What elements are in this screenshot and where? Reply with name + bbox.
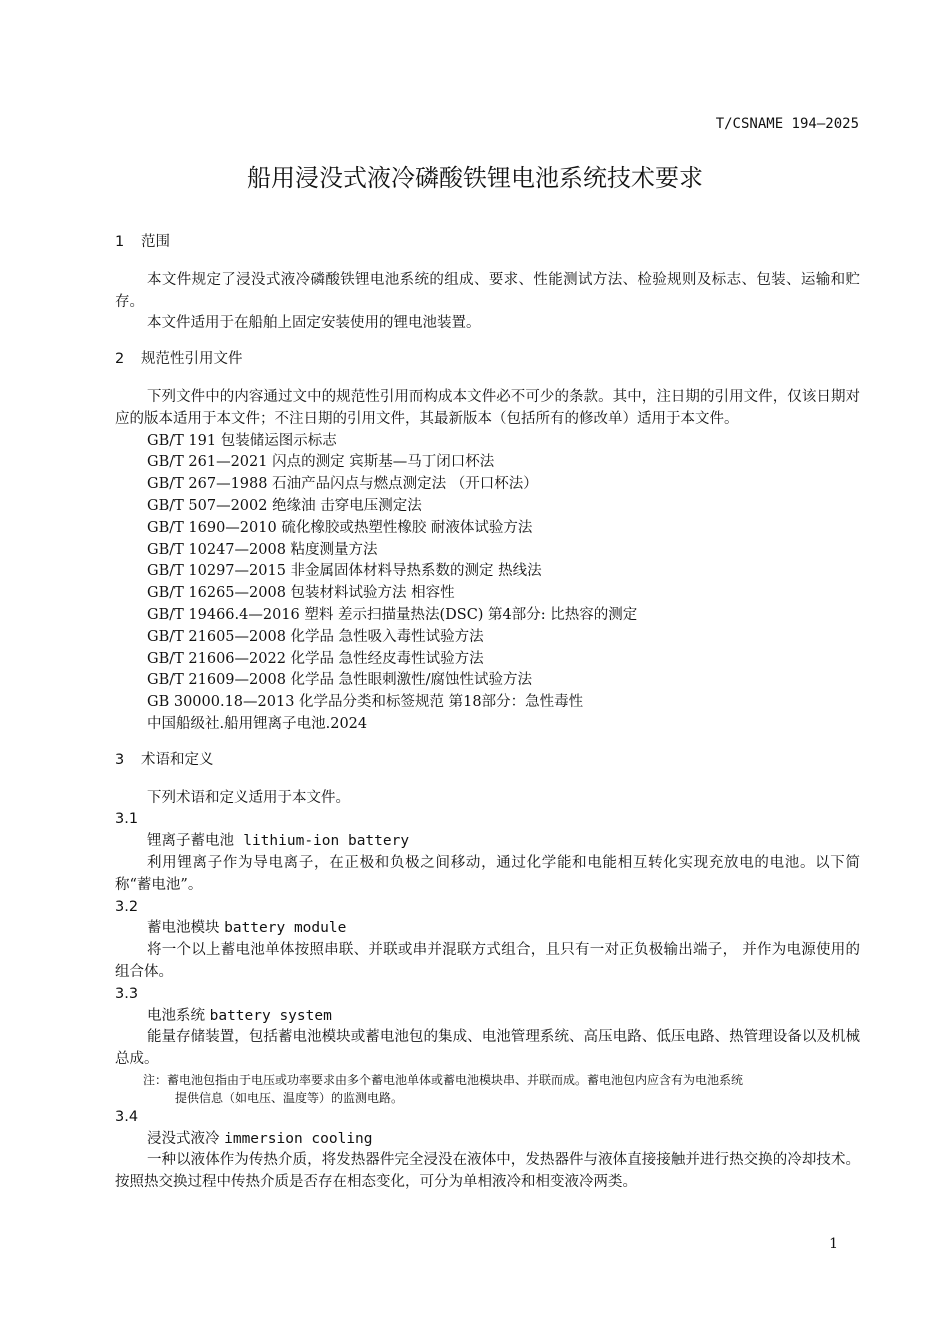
term-en: lithium-ion battery [243, 833, 410, 850]
standard-code: T/CSNAME 194—2025 [715, 116, 859, 132]
paragraph: 下列文件中的内容通过文中的规范性引用而构成本文件必不可少的条款。其中，注日期的引用文件，仅该日期对应的版本适用于本文件；不注日期的引用文件，其最新版本（包括所有的修改单）适用于本文件。 [115, 388, 860, 427]
term-en: battery system [209, 1007, 332, 1024]
reference-item: GB/T 19466.4—2016 塑料 差示扫描量热法(DSC) 第4部分: 比热容的测定 [147, 606, 638, 623]
term-heading [115, 831, 860, 853]
reference-item: 中国船级社.船用锂离子电池.2024 [147, 715, 368, 732]
reference-item: GB/T 507—2002 绝缘油 击穿电压测定法 [147, 497, 422, 514]
reference-item: GB 30000.18—2013 化学品分类和标签规范 第18部分：急性毒性 [147, 694, 584, 711]
term-definition: 一种以液体作为传热介质，将发热器件完全浸没在液体中，发热器件与液体直接接触并进行热交换的冷却技术。按照热交换过程中传热介质是否存在相态变化，可分为单相液冷和相变液冷两类。 [115, 1152, 860, 1191]
reference-item: GB/T 21609—2008 化学品 急性眼刺激性/腐蚀性试验方法 [147, 672, 533, 689]
term-en: immersion cooling [224, 1130, 373, 1147]
section-heading-normative-references [115, 349, 860, 371]
section-number: 3 [115, 751, 125, 768]
section-title: 范围 [141, 234, 170, 250]
page-number: 1 [829, 1236, 838, 1252]
section-number: 1 [115, 234, 125, 250]
term-definition: 利用锂离子作为导电离子，在正极和负极之间移动，通过化学能和电能相互转化实现充放电的电池。以下简称“蓄电池”。 [115, 854, 860, 893]
term-number: 3.1 [115, 811, 139, 828]
term-zh: 蓄电池模块 [147, 920, 220, 937]
term-definition: 能量存储装置，包括蓄电池模块或蓄电池包的集成、电池管理系统、高压电路、低压电路、热管理设备以及机械总成。 [115, 1029, 860, 1068]
term-en: battery module [224, 920, 347, 937]
note-text-continued: 提供信息（如电压、温度等）的监测电路。 [175, 1090, 404, 1105]
term-zh: 锂离子蓄电池 [147, 833, 234, 850]
reference-item: GB/T 21606—2022 化学品 急性经皮毒性试验方法 [147, 650, 484, 667]
term-number: 3.2 [115, 898, 139, 915]
term-heading [115, 1129, 860, 1151]
note [115, 1071, 860, 1107]
reference-item: GB/T 21605—2008 化学品 急性吸入毒性试验方法 [147, 628, 484, 645]
reference-item: GB/T 10247—2008 粘度测量方法 [147, 541, 378, 558]
term-number: 3.3 [115, 985, 139, 1002]
term-zh: 浸没式液冷 [147, 1130, 220, 1147]
term-heading [115, 1006, 860, 1028]
term-zh: 电池系统 [147, 1007, 205, 1024]
reference-item: GB/T 191 包装储运图示标志 [147, 432, 337, 449]
reference-item: GB/T 261—2021 闪点的测定 宾斯基—马丁闭口杯法 [147, 454, 495, 471]
document-body [115, 232, 860, 1194]
term-heading [115, 918, 860, 940]
section-title: 规范性引用文件 [141, 351, 243, 368]
reference-item: GB/T 1690—2010 硫化橡胶或热塑性橡胶 耐液体试验方法 [147, 519, 533, 536]
document-title: 船用浸没式液冷磷酸铁锂电池系统技术要求 [247, 164, 703, 192]
term-definition: 将一个以上蓄电池单体按照串联、并联或串并混联方式组合，且只有一对正负极输出端子， 并作为电源使用的组合体。 [115, 942, 860, 980]
paragraph: 本文件规定了浸没式液冷磷酸铁锂电池系统的组成、要求、性能测试方法、检验规则及标志、包装、运输和贮存。 [115, 271, 860, 310]
note-label: 注： [143, 1072, 168, 1087]
section-number: 2 [115, 351, 125, 368]
reference-item: GB/T 16265—2008 包装材料试验方法 相容性 [147, 585, 455, 602]
paragraph: 下列术语和定义适用于本文件。 [147, 789, 350, 806]
term-number: 3.4 [115, 1108, 139, 1125]
reference-item: GB/T 10297—2015 非金属固体材料导热系数的测定 热线法 [147, 563, 542, 580]
note-text: 蓄电池包指由于电压或功率要求由多个蓄电池单体或蓄电池模块串、并联而成。蓄电池包内应含有为电池系统 [167, 1072, 744, 1087]
reference-list [115, 431, 860, 736]
section-heading-scope [115, 232, 860, 254]
section-title: 术语和定义 [141, 751, 214, 768]
reference-item: GB/T 267—1988 石油产品闪点与燃点测定法 （开口杯法） [147, 476, 538, 493]
paragraph: 本文件适用于在船舶上固定安装使用的锂电池装置。 [147, 315, 481, 332]
section-heading-terms [115, 750, 860, 772]
